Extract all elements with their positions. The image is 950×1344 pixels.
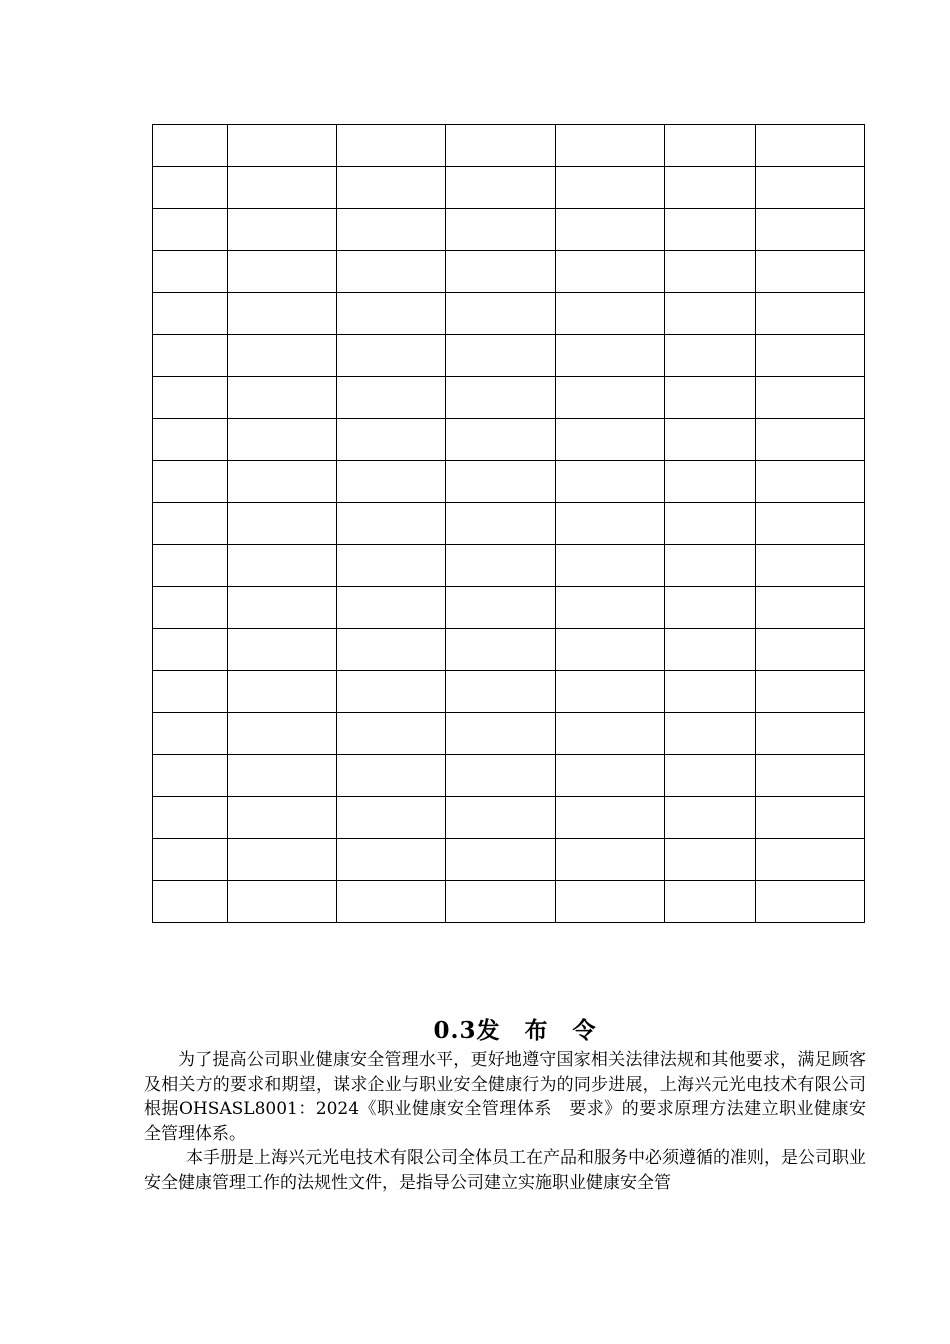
table-cell xyxy=(228,209,337,251)
table-row xyxy=(153,503,865,545)
table-cell xyxy=(665,461,756,503)
table-cell xyxy=(153,209,228,251)
table-cell xyxy=(556,251,665,293)
table-cell xyxy=(665,167,756,209)
table-cell xyxy=(153,461,228,503)
table-cell xyxy=(153,377,228,419)
table-cell xyxy=(556,629,665,671)
table-cell xyxy=(756,881,865,923)
table-cell xyxy=(337,671,446,713)
table-cell xyxy=(446,293,556,335)
table-row xyxy=(153,167,865,209)
table-row xyxy=(153,125,865,167)
table-row xyxy=(153,335,865,377)
table-cell xyxy=(556,545,665,587)
table-cell xyxy=(756,797,865,839)
table-cell xyxy=(446,713,556,755)
table-cell xyxy=(756,461,865,503)
table-cell xyxy=(446,587,556,629)
table-cell xyxy=(665,881,756,923)
table-cell xyxy=(665,251,756,293)
table-cell xyxy=(756,545,865,587)
table-cell xyxy=(228,251,337,293)
table-cell xyxy=(153,881,228,923)
table-cell xyxy=(665,545,756,587)
table-row xyxy=(153,881,865,923)
table-cell xyxy=(228,839,337,881)
table-cell xyxy=(228,755,337,797)
table-cell xyxy=(153,419,228,461)
table-row xyxy=(153,839,865,881)
table-cell xyxy=(665,587,756,629)
table-cell xyxy=(556,335,665,377)
table-row xyxy=(153,419,865,461)
table-row xyxy=(153,377,865,419)
table-cell xyxy=(228,503,337,545)
table-cell xyxy=(337,797,446,839)
table-cell xyxy=(665,503,756,545)
table-row xyxy=(153,587,865,629)
table-row xyxy=(153,209,865,251)
table-cell xyxy=(446,545,556,587)
paragraph-2: 本手册是上海兴元光电技术有限公司全体员工在产品和服务中必须遵循的准则，是公司职业安全健康管理工作的法规性文件，是指导公司建立实施职业健康安全管 xyxy=(144,1148,866,1193)
table-row xyxy=(153,755,865,797)
table-cell xyxy=(446,503,556,545)
table-cell xyxy=(337,755,446,797)
table-cell xyxy=(756,839,865,881)
table-cell xyxy=(556,671,665,713)
table-cell xyxy=(228,545,337,587)
table-cell xyxy=(153,797,228,839)
table-cell xyxy=(556,755,665,797)
table-row xyxy=(153,713,865,755)
table-cell xyxy=(556,713,665,755)
table-cell xyxy=(228,377,337,419)
table-cell xyxy=(756,755,865,797)
table-cell xyxy=(337,293,446,335)
table-cell xyxy=(228,797,337,839)
body-text xyxy=(144,1048,866,1195)
table-cell xyxy=(337,125,446,167)
table-cell xyxy=(556,377,665,419)
table-cell xyxy=(665,797,756,839)
table-cell xyxy=(665,209,756,251)
table-cell xyxy=(756,419,865,461)
table-cell xyxy=(228,125,337,167)
table-cell xyxy=(337,881,446,923)
table-row xyxy=(153,545,865,587)
table-cell xyxy=(756,125,865,167)
table-cell xyxy=(153,503,228,545)
table-cell xyxy=(665,419,756,461)
table-cell xyxy=(665,125,756,167)
table-cell xyxy=(153,545,228,587)
table-cell xyxy=(337,419,446,461)
table-cell xyxy=(556,797,665,839)
table-cell xyxy=(756,503,865,545)
table-cell xyxy=(228,335,337,377)
table-cell xyxy=(446,419,556,461)
table-cell xyxy=(756,293,865,335)
table-cell xyxy=(337,629,446,671)
table-cell xyxy=(756,251,865,293)
table-cell xyxy=(556,461,665,503)
table-row xyxy=(153,629,865,671)
table-cell xyxy=(756,335,865,377)
table-cell xyxy=(153,755,228,797)
table-cell xyxy=(756,587,865,629)
table-cell xyxy=(556,881,665,923)
table-row xyxy=(153,461,865,503)
table-cell xyxy=(337,377,446,419)
table-cell xyxy=(337,251,446,293)
table-cell xyxy=(665,293,756,335)
table-cell xyxy=(556,167,665,209)
table-cell xyxy=(228,881,337,923)
table-cell xyxy=(556,587,665,629)
table-cell xyxy=(446,209,556,251)
table-cell xyxy=(446,377,556,419)
table-cell xyxy=(756,629,865,671)
table-cell xyxy=(446,671,556,713)
paragraph-1: 为了提高公司职业健康安全管理水平，更好地遵守国家相关法律法规和其他要求，满足顾客及相关方的要求和期望，谋求企业与职业安全健康行为的同步进展，上海兴元光电技术有限公司根据OHSASL8001：2024《职业健康安全管理体系 要求》的要求原理方法建立职业健康安全管理体系。 xyxy=(144,1050,866,1144)
table-cell xyxy=(228,713,337,755)
table-cell xyxy=(556,125,665,167)
table-cell xyxy=(446,335,556,377)
table-cell xyxy=(153,335,228,377)
table-cell xyxy=(337,209,446,251)
table-cell xyxy=(228,167,337,209)
table-cell xyxy=(556,293,665,335)
table-cell xyxy=(446,629,556,671)
table-cell xyxy=(665,629,756,671)
table-cell xyxy=(446,251,556,293)
table-cell xyxy=(337,545,446,587)
table-cell xyxy=(665,755,756,797)
table-cell xyxy=(665,335,756,377)
table-cell xyxy=(556,209,665,251)
table-cell xyxy=(446,461,556,503)
section-title: 0.3发 布 令 xyxy=(433,1017,597,1044)
table-cell xyxy=(665,839,756,881)
table-cell xyxy=(337,167,446,209)
table-cell xyxy=(337,587,446,629)
table-cell xyxy=(446,125,556,167)
table-cell xyxy=(665,377,756,419)
table-cell xyxy=(756,167,865,209)
table-row xyxy=(153,251,865,293)
table-row xyxy=(153,293,865,335)
table-cell xyxy=(337,503,446,545)
table-cell xyxy=(337,461,446,503)
table-cell xyxy=(153,671,228,713)
table-cell xyxy=(228,461,337,503)
table-cell xyxy=(556,839,665,881)
table-cell xyxy=(228,629,337,671)
table-cell xyxy=(665,671,756,713)
table-cell xyxy=(337,713,446,755)
table-cell xyxy=(337,839,446,881)
table-cell xyxy=(153,251,228,293)
table-cell xyxy=(153,167,228,209)
table-cell xyxy=(556,503,665,545)
table-cell xyxy=(446,755,556,797)
table-cell xyxy=(665,713,756,755)
table-cell xyxy=(228,671,337,713)
table-cell xyxy=(153,125,228,167)
empty-record-table xyxy=(152,124,865,923)
table-cell xyxy=(446,167,556,209)
table-row xyxy=(153,671,865,713)
table-cell xyxy=(556,419,665,461)
table-cell xyxy=(337,335,446,377)
table-cell xyxy=(153,587,228,629)
table-cell xyxy=(446,797,556,839)
table-cell xyxy=(228,293,337,335)
table-cell xyxy=(228,587,337,629)
table-row xyxy=(153,797,865,839)
table-cell xyxy=(756,377,865,419)
table-cell xyxy=(153,293,228,335)
table-cell xyxy=(446,881,556,923)
table-cell xyxy=(228,419,337,461)
table-cell xyxy=(756,713,865,755)
table-cell xyxy=(756,209,865,251)
table-cell xyxy=(153,713,228,755)
table-cell xyxy=(153,629,228,671)
table-cell xyxy=(446,839,556,881)
table-cell xyxy=(756,671,865,713)
table-cell xyxy=(153,839,228,881)
